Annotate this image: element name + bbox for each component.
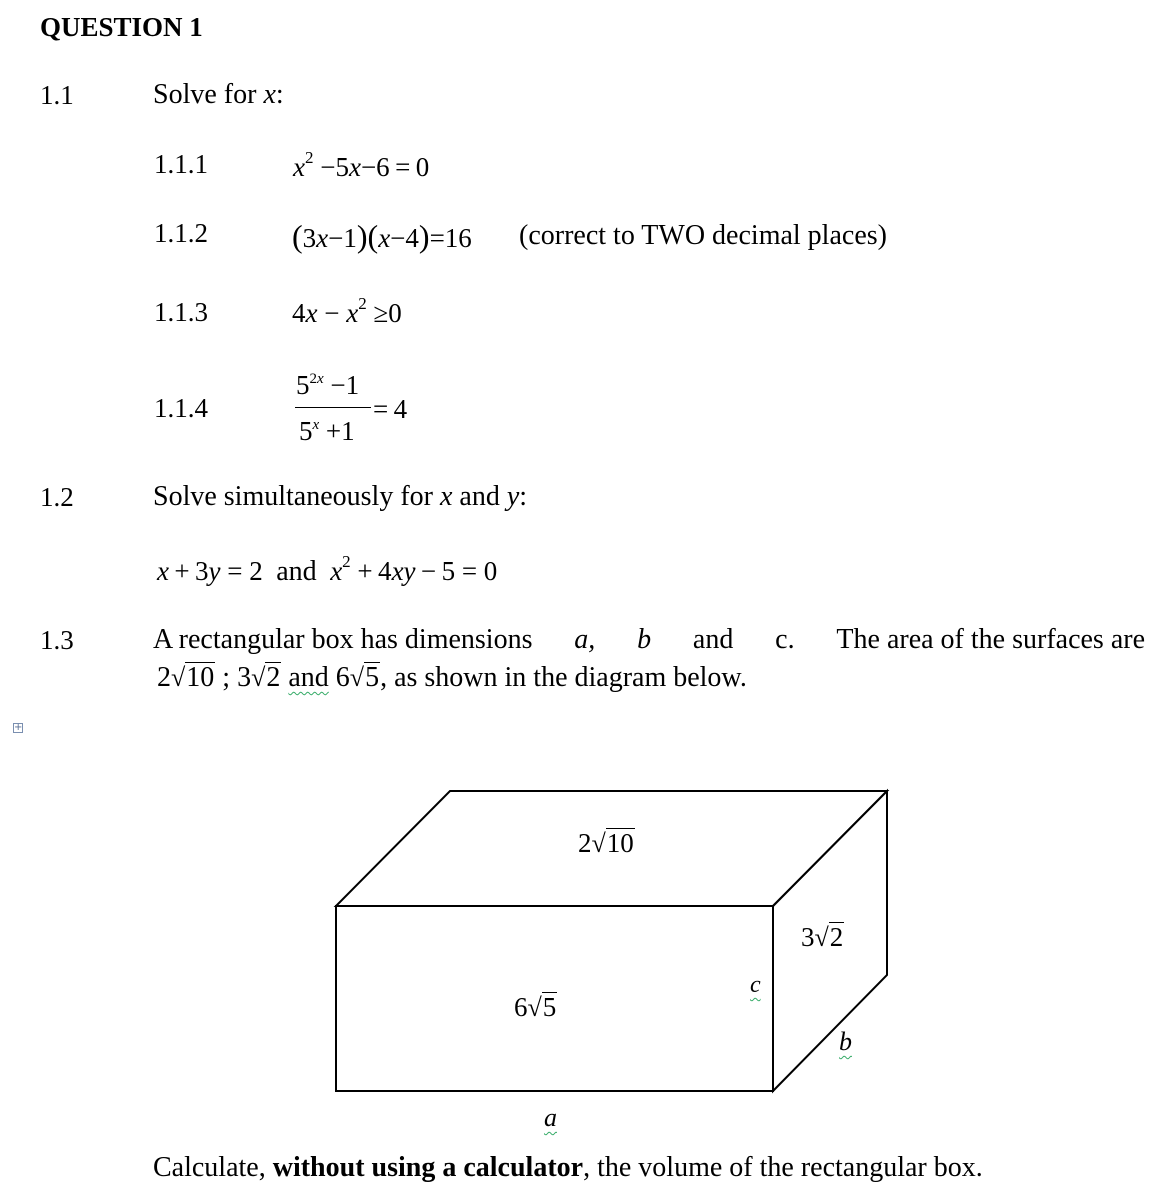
instruction-bold: without using a calculator — [272, 1152, 584, 1183]
dimension-a-label: a — [544, 1103, 557, 1132]
q1-1-4-number: 1.1.4 — [154, 393, 208, 423]
q1-3-number: 1.3 — [40, 625, 74, 655]
q1-1-2-number: 1.1.2 — [154, 218, 208, 248]
surface-value-1: 2√10 — [157, 662, 215, 693]
surface-value-3: 6√5 — [335, 662, 380, 693]
question-title: QUESTION 1 — [40, 12, 203, 42]
anchor-icon[interactable]: + — [14, 722, 23, 733]
q1-3-and: and — [692, 624, 734, 655]
q1-2-eq-joiner: and — [276, 556, 317, 587]
q1-1-1-equation: $x^2 -5x-6 = 0$ — [293, 148, 430, 182]
q1-1-2-equation: (3x−1)(x−4)=16 — [292, 218, 472, 254]
q1-2-prompt-text: Solve simultaneously for — [153, 481, 433, 512]
q1-1-prompt-text: Solve for — [153, 79, 257, 110]
side-face-label: 3√2 — [801, 922, 844, 952]
q1-3-separator: ; — [222, 662, 231, 693]
q1-1-prompt-var: x — [263, 79, 276, 110]
q1-2-number: 1.2 — [40, 482, 74, 512]
q1-1-number: 1.1 — [40, 80, 74, 110]
q1-2-equations: x + 3y = 2 and $x^2 + 4xy - 5 = 0$ — [157, 552, 498, 587]
q1-1-2-note: (correct to TWO decimal places) — [519, 220, 887, 251]
q1-1-4-equation: $5^{2x} -1$ $5^x +1$ = 4 — [296, 370, 408, 446]
q1-2-var-y: y — [506, 481, 520, 512]
q1-1-1-number: 1.1.1 — [154, 149, 208, 179]
q1-3-line1-text: A rectangular box has dimensions — [153, 624, 533, 655]
q1-3-instruction — [153, 1152, 983, 1184]
q1-3-var-b: b — [637, 624, 652, 655]
q1-2-var-x: x — [439, 481, 453, 512]
q1-1-3-number: 1.1.3 — [154, 297, 208, 327]
q1-1-3-equation: $4x - x^2 \ge 0$ — [292, 294, 402, 328]
q1-1-prompt-end: : — [275, 79, 284, 110]
front-face-label: 6√5 — [514, 992, 557, 1022]
q1-3-line1-end: The area of the surfaces are — [836, 624, 1145, 655]
dimension-b-label: b — [839, 1027, 852, 1056]
instruction-start: Calculate, — [153, 1152, 266, 1183]
top-face-label: 2√10 — [578, 828, 634, 858]
instruction-end: , the volume of the rectangular box. — [583, 1152, 983, 1183]
q1-2-prompt-end: : — [519, 481, 528, 512]
dimension-c-label: c — [750, 972, 761, 998]
q1-3-and2: and — [288, 662, 329, 693]
q1-3-var-a: a, — [574, 624, 596, 655]
q1-3-line2-end: , as shown in the diagram below. — [380, 662, 747, 693]
surface-value-2: 3√2 — [237, 662, 281, 693]
q1-2-and: and — [459, 481, 500, 512]
q1-3-var-c: c. — [775, 624, 795, 655]
